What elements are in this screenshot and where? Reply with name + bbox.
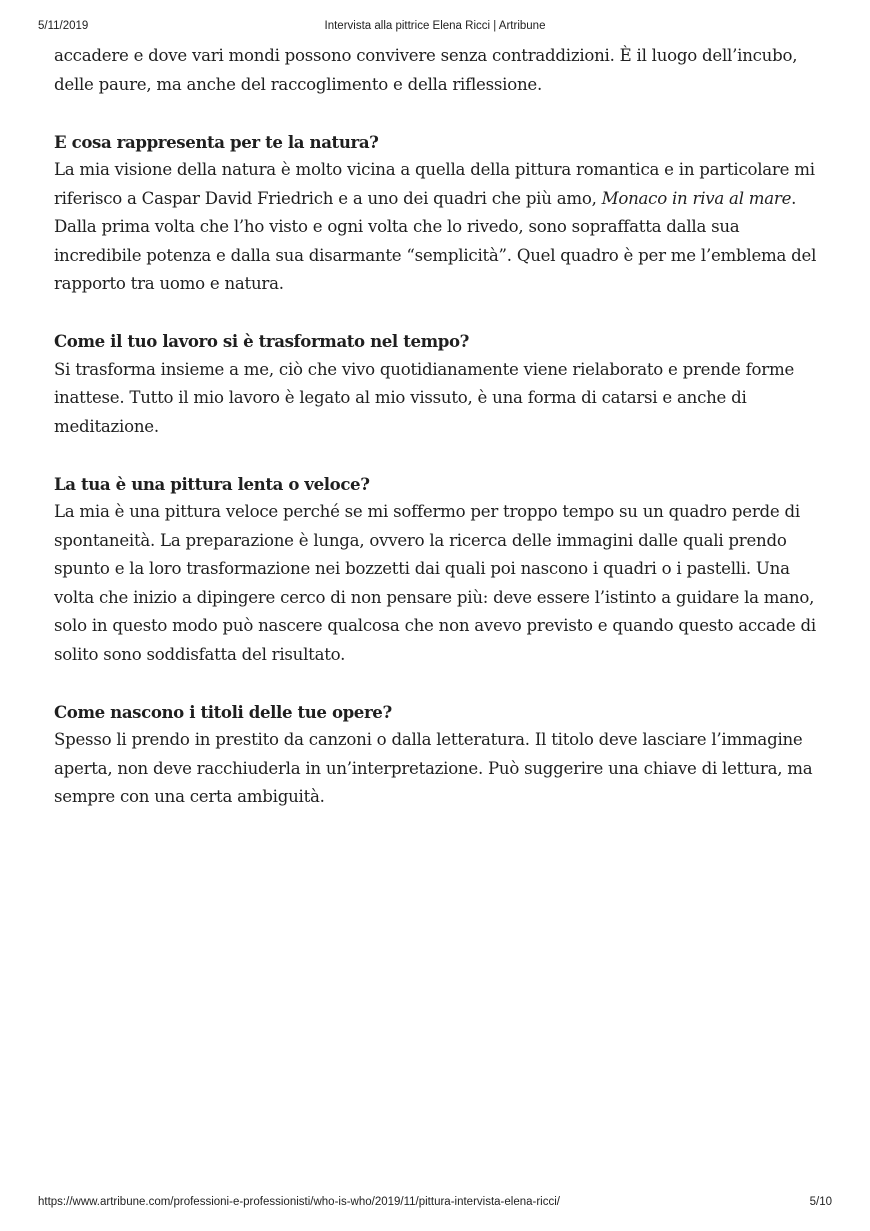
- qa-block: [54, 128, 824, 299]
- answer-paragraph: Si trasforma insieme a me, ciò che vivo quotidianamente viene rielaborato e prende forme inattese. Tutto il mio lavoro è legato al mio vissuto, è una forma di catarsi e anche di meditazione.: [54, 359, 795, 436]
- artwork-title: Monaco in riva al mare: [601, 188, 792, 208]
- qa-block: [54, 327, 824, 441]
- print-date: 5/11/2019: [38, 20, 89, 32]
- print-footer: [38, 1196, 832, 1212]
- answer-paragraph: Spesso li prendo in prestito da canzoni o dalla letteratura. Il titolo deve lasciare l’immagine aperta, non deve racchiuderla in un’interpretazione. Può suggerire una chiave di lettura, ma sempre con una certa ambiguità.: [54, 730, 813, 806]
- answer-paragraph: La mia è una pittura veloce perché se mi soffermo per troppo tempo su un quadro perde di spontaneità. La preparazione è lunga, ovvero la ricerca delle immagini dalle quali prendo spunto e la loro trasformazione nei bozzetti dai quali poi nascono i quadri o i pastelli. Una volta che inizio a dipingere cerco di non pensare più: deve essere l’istinto a guidare la mano, solo in questo modo può nascere qualcosa che non avevo previsto e quando questo accade di solito sono soddisfatta del risultato.: [54, 502, 816, 664]
- answer-text: La mia visione della natura è molto vicina a quella della pittura romantica e in particolare mi riferisco a Caspar David Friedrich e a uno dei quadri che più amo,: [54, 160, 815, 208]
- print-header: [38, 20, 832, 36]
- article-body: [54, 42, 824, 812]
- question-heading: Come il tuo lavoro si è trasformato nel tempo?: [54, 331, 469, 351]
- page-title: Intervista alla pittrice Elena Ricci | Artribune: [324, 20, 546, 32]
- question-heading: Come nascono i titoli delle tue opere?: [54, 701, 392, 722]
- page-url: https://www.artribune.com/professioni-e-professionisti/who-is-who/2019/11/pittura-intervista-elena-ricci/: [38, 1196, 560, 1208]
- question-heading: E cosa rappresenta per te la natura?: [54, 131, 379, 152]
- question-heading: La tua è una pittura lenta o veloce?: [54, 473, 370, 494]
- qa-block: [54, 698, 824, 812]
- intro-paragraph: accadere e dove vari mondi possono convivere senza contraddizioni. È il luogo dell’incubo, delle paure, ma anche del raccoglimento e della riflessione.: [54, 46, 798, 94]
- answer-text: . Dalla prima volta che l’ho visto e ogni volta che lo rivedo, sono sopraffatta dalla sua incredibile potenza e dalla sua disarmante “semplicità”. Quel quadro è per me l’emblema del rapporto tra uomo e natura.: [54, 188, 817, 293]
- qa-block: [54, 470, 824, 670]
- answer-paragraph: [54, 156, 824, 299]
- page-number: 5/10: [809, 1196, 832, 1208]
